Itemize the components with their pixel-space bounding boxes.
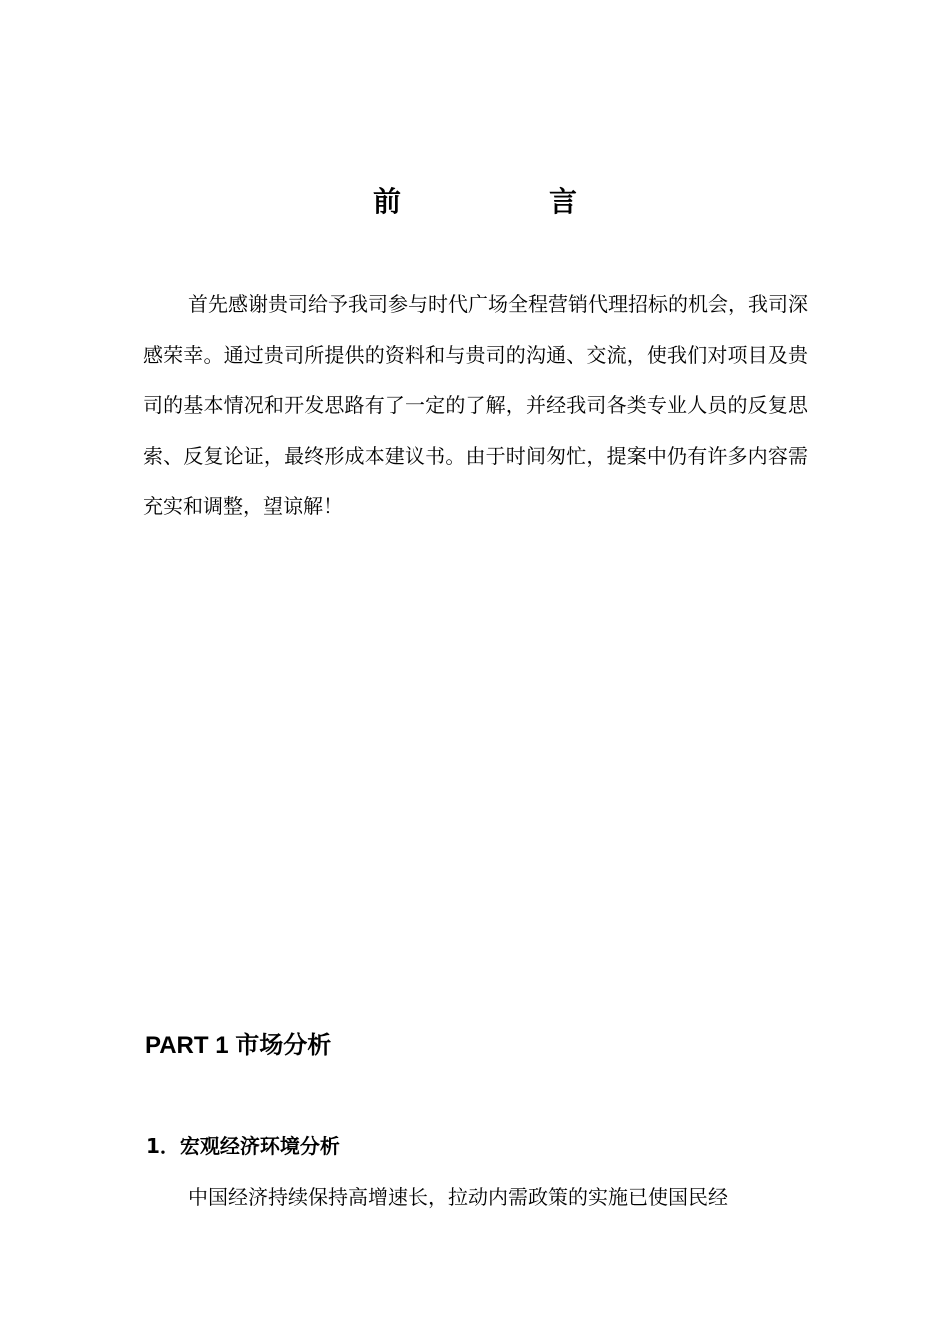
preface-paragraph: 首先感谢贵司给予我司参与时代广场全程营销代理招标的机会，我司深感荣幸。通过贵司所提供的资料和与贵司的沟通、交流，使我们对项目及贵司的基本情况和开发思路有了一定的了解，并经我司各类专业人员的反复思索、反复论证，最终形成本建议书。由于时间匆忙，提案中仍有许多内容需充实和调整，望谅解！	[143, 292, 808, 518]
section-paragraph: 中国经济持续保持高增速长，拉动内需政策的实施已使国民经	[188, 1185, 728, 1209]
preface-title: 前 言	[372, 185, 637, 218]
section-heading: 1．宏观经济环境分析	[146, 1134, 340, 1158]
part-heading: PART 1 市场分析	[145, 1032, 332, 1059]
